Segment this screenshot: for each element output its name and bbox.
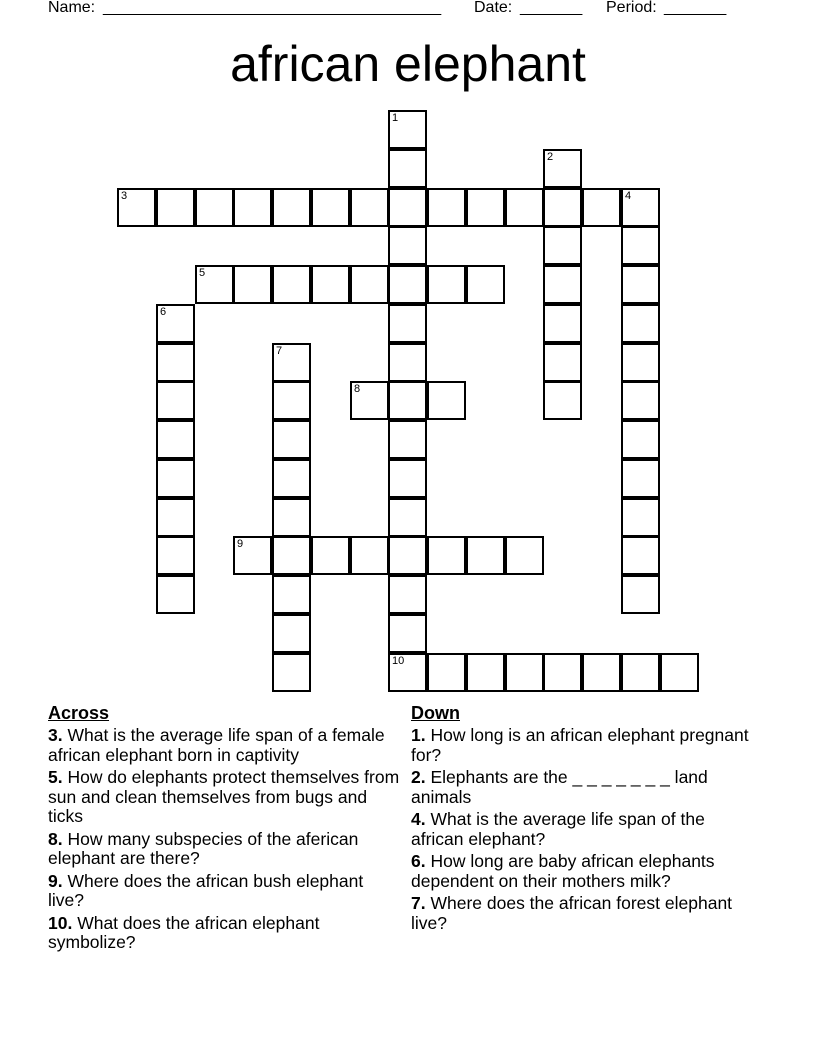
grid-cell[interactable] [388, 304, 427, 343]
grid-cell[interactable] [156, 498, 195, 537]
cell-number: 7 [276, 345, 283, 357]
cell-letter-input[interactable] [158, 383, 193, 418]
grid-cell[interactable] [388, 381, 427, 420]
grid-cell[interactable] [388, 614, 427, 653]
grid-cell[interactable] [388, 226, 427, 265]
cell-letter-input[interactable] [390, 655, 425, 690]
cell-letter-input[interactable] [507, 538, 542, 573]
cell-letter-input[interactable] [507, 190, 542, 225]
cell-letter-input[interactable] [274, 500, 309, 535]
grid-cell[interactable] [582, 653, 621, 692]
cell-letter-input[interactable] [623, 577, 658, 612]
cell-letter-input[interactable] [390, 383, 425, 418]
cell-letter-input[interactable] [274, 461, 309, 496]
grid-cell[interactable] [543, 653, 582, 692]
grid-cell[interactable] [388, 459, 427, 498]
grid-cell[interactable] [156, 420, 195, 459]
cell-letter-input[interactable] [313, 267, 348, 302]
cell-letter-input[interactable] [274, 345, 309, 380]
grid-cell[interactable] [621, 226, 660, 265]
grid-cell[interactable] [543, 188, 582, 227]
cell-letter-input[interactable] [352, 190, 387, 225]
across-clue [48, 914, 404, 953]
cell-letter-input[interactable] [545, 267, 580, 302]
down-clue [411, 768, 756, 807]
clue-number: 7. [411, 893, 426, 913]
cell-letter-input[interactable] [545, 345, 580, 380]
clue-text: How long are baby african elephants dependent on their mothers milk? [411, 851, 715, 891]
cell-letter-input[interactable] [623, 306, 658, 341]
grid-cell[interactable] [156, 304, 195, 343]
cell-number: 2 [547, 151, 554, 163]
cell-letter-input[interactable] [623, 538, 658, 573]
grid-cell[interactable] [233, 536, 272, 575]
cell-letter-input[interactable] [235, 267, 270, 302]
grid-cell[interactable] [156, 188, 195, 227]
grid-cell[interactable] [543, 226, 582, 265]
cell-letter-input[interactable] [584, 655, 619, 690]
grid-cell[interactable] [272, 575, 311, 614]
across-clue [48, 872, 404, 911]
grid-cell[interactable] [350, 265, 389, 304]
across-clue [48, 830, 404, 869]
cell-letter-input[interactable] [274, 422, 309, 457]
grid-cell[interactable] [621, 265, 660, 304]
across-clue [48, 726, 404, 765]
grid-cell[interactable] [621, 536, 660, 575]
clue-number: 8. [48, 828, 63, 849]
cell-number: 3 [121, 190, 128, 202]
cell-number: 8 [354, 383, 361, 395]
clue-number: 1. [411, 725, 426, 745]
grid-cell[interactable] [388, 343, 427, 382]
grid-cell[interactable] [388, 575, 427, 614]
grid-cell[interactable] [311, 536, 350, 575]
cell-letter-input[interactable] [352, 267, 387, 302]
cell-letter-input[interactable] [545, 151, 580, 186]
puzzle-title: african elephant [230, 36, 586, 92]
grid-cell[interactable] [621, 575, 660, 614]
grid-cell[interactable] [350, 381, 389, 420]
period-label: Period: [606, 0, 657, 16]
cell-number: 1 [392, 112, 399, 124]
cell-letter-input[interactable] [274, 616, 309, 651]
grid-cell[interactable] [543, 265, 582, 304]
across-clues [48, 702, 404, 956]
grid-cell[interactable] [388, 188, 427, 227]
cell-letter-input[interactable] [390, 461, 425, 496]
cell-letter-input[interactable] [390, 190, 425, 225]
grid-cell[interactable] [582, 188, 621, 227]
grid-cell[interactable] [350, 536, 389, 575]
grid-cell[interactable] [272, 343, 311, 382]
cell-letter-input[interactable] [623, 422, 658, 457]
grid-cell[interactable] [311, 188, 350, 227]
grid-cell[interactable] [388, 149, 427, 188]
down-heading: Down [411, 703, 460, 723]
cell-letter-input[interactable] [429, 383, 464, 418]
grid-cell[interactable] [505, 188, 544, 227]
cell-letter-input[interactable] [545, 306, 580, 341]
grid-cell[interactable] [621, 343, 660, 382]
grid-cell[interactable] [543, 149, 582, 188]
cell-letter-input[interactable] [158, 538, 193, 573]
grid-cell[interactable] [388, 420, 427, 459]
cell-letter-input[interactable] [623, 345, 658, 380]
grid-cell[interactable] [621, 653, 660, 692]
grid-cell[interactable] [156, 459, 195, 498]
clue-number: 3. [48, 725, 63, 745]
cell-letter-input[interactable] [390, 345, 425, 380]
clue-text: What is the average life span of the african elephant? [411, 809, 705, 849]
grid-cell[interactable] [156, 536, 195, 575]
clue-number: 6. [411, 851, 426, 871]
cell-letter-input[interactable] [390, 616, 425, 651]
date-label: Date: [474, 0, 513, 16]
grid-cell[interactable] [621, 381, 660, 420]
grid-cell[interactable] [466, 265, 505, 304]
grid-cell[interactable] [388, 265, 427, 304]
cell-letter-input[interactable] [662, 655, 697, 690]
grid-cell[interactable] [195, 188, 234, 227]
cell-letter-input[interactable] [584, 190, 619, 225]
cell-letter-input[interactable] [235, 538, 270, 573]
grid-cell[interactable] [427, 265, 466, 304]
clue-text: How many subspecies of the aferican elephant are there? [48, 828, 359, 868]
cell-letter-input[interactable] [158, 500, 193, 535]
cell-letter-input[interactable] [352, 538, 387, 573]
name-label: Name: [48, 0, 96, 16]
across-clue [48, 768, 404, 827]
cell-letter-input[interactable] [468, 190, 503, 225]
cell-letter-input[interactable] [623, 228, 658, 263]
down-clue [411, 810, 756, 849]
grid-cell[interactable] [543, 304, 582, 343]
grid-cell[interactable] [272, 498, 311, 537]
grid-cell[interactable] [272, 536, 311, 575]
across-heading: Across [48, 703, 110, 723]
cell-letter-input[interactable] [507, 655, 542, 690]
grid-cell[interactable] [233, 188, 272, 227]
grid-cell[interactable] [272, 188, 311, 227]
clue-text: How long is an african elephant pregnant for? [411, 725, 749, 765]
cell-letter-input[interactable] [545, 655, 580, 690]
grid-cell[interactable] [272, 420, 311, 459]
grid-cell[interactable] [466, 653, 505, 692]
cell-letter-input[interactable] [623, 267, 658, 302]
cell-letter-input[interactable] [390, 500, 425, 535]
cell-number: 9 [237, 538, 244, 550]
grid-cell[interactable] [272, 381, 311, 420]
cell-letter-input[interactable] [313, 190, 348, 225]
grid-cell[interactable] [388, 653, 427, 692]
cell-letter-input[interactable] [429, 655, 464, 690]
cell-letter-input[interactable] [158, 422, 193, 457]
clue-number: 4. [411, 809, 426, 829]
grid-cell[interactable] [427, 381, 466, 420]
cell-letter-input[interactable] [429, 190, 464, 225]
grid-cell[interactable] [311, 265, 350, 304]
cell-letter-input[interactable] [197, 267, 232, 302]
grid-cell[interactable] [156, 575, 195, 614]
cell-letter-input[interactable] [158, 577, 193, 612]
grid-cell[interactable] [195, 265, 234, 304]
grid-cell[interactable] [156, 343, 195, 382]
grid-cell[interactable] [543, 381, 582, 420]
cell-letter-input[interactable] [623, 461, 658, 496]
cell-letter-input[interactable] [119, 190, 154, 225]
grid-cell[interactable] [621, 188, 660, 227]
grid-cell[interactable] [272, 265, 311, 304]
grid-cell[interactable] [621, 420, 660, 459]
grid-cell[interactable] [350, 188, 389, 227]
grid-cell[interactable] [427, 653, 466, 692]
date-blank[interactable]: _______ [520, 0, 583, 16]
grid-cell[interactable] [388, 110, 427, 149]
name-blank[interactable]: ______________________________________ [103, 0, 442, 16]
cell-letter-input[interactable] [390, 151, 425, 186]
grid-cell[interactable] [388, 498, 427, 537]
cell-letter-input[interactable] [468, 655, 503, 690]
grid-cell[interactable] [427, 188, 466, 227]
down-clue [411, 852, 756, 891]
cell-letter-input[interactable] [623, 190, 658, 225]
cell-letter-input[interactable] [390, 422, 425, 457]
clue-text: Elephants are the _ _ _ _ _ _ _ land animals [411, 767, 708, 807]
cell-letter-input[interactable] [274, 538, 309, 573]
cell-letter-input[interactable] [158, 190, 193, 225]
cell-letter-input[interactable] [158, 345, 193, 380]
clue-number: 9. [48, 870, 63, 891]
cell-letter-input[interactable] [352, 383, 387, 418]
cell-number: 5 [199, 267, 206, 279]
cell-letter-input[interactable] [390, 306, 425, 341]
clue-text: What is the average life span of a female african elephant born in captivity [48, 725, 385, 765]
grid-cell[interactable] [427, 536, 466, 575]
grid-cell[interactable] [466, 536, 505, 575]
clue-text: Where does the african bush elephant live? [48, 870, 364, 910]
cell-letter-input[interactable] [235, 190, 270, 225]
cell-number: 4 [625, 190, 632, 202]
cell-letter-input[interactable] [313, 538, 348, 573]
grid-cell[interactable] [272, 614, 311, 653]
grid-cell[interactable] [272, 459, 311, 498]
cell-number: 10 [392, 655, 405, 667]
cell-letter-input[interactable] [468, 267, 503, 302]
cell-letter-input[interactable] [390, 577, 425, 612]
down-clue [411, 894, 756, 933]
down-clues [411, 702, 756, 936]
cell-letter-input[interactable] [468, 538, 503, 573]
grid-cell[interactable] [156, 381, 195, 420]
cell-letter-input[interactable] [429, 538, 464, 573]
down-clue [411, 726, 756, 765]
clue-number: 10. [48, 912, 73, 933]
cell-letter-input[interactable] [623, 383, 658, 418]
grid-cell[interactable] [621, 459, 660, 498]
cell-letter-input[interactable] [545, 190, 580, 225]
grid-cell[interactable] [621, 304, 660, 343]
cell-letter-input[interactable] [274, 190, 309, 225]
grid-cell[interactable] [543, 343, 582, 382]
grid-cell[interactable] [660, 653, 699, 692]
clue-text: How do elephants protect themselves from sun and clean themselves from bugs and ticks [48, 767, 400, 826]
cell-letter-input[interactable] [197, 190, 232, 225]
clue-text: What does the african elephant symbolize? [48, 912, 320, 952]
cell-letter-input[interactable] [429, 267, 464, 302]
cell-letter-input[interactable] [274, 383, 309, 418]
cell-letter-input[interactable] [274, 577, 309, 612]
cell-letter-input[interactable] [274, 655, 309, 690]
cell-letter-input[interactable] [390, 112, 425, 147]
cell-letter-input[interactable] [545, 228, 580, 263]
grid-cell[interactable] [117, 188, 156, 227]
grid-cell[interactable] [505, 653, 544, 692]
grid-cell[interactable] [621, 498, 660, 537]
cell-letter-input[interactable] [623, 655, 658, 690]
cell-letter-input[interactable] [158, 461, 193, 496]
clue-number: 5. [48, 767, 63, 787]
period-blank[interactable]: _______ [664, 0, 727, 16]
grid-cell[interactable] [466, 188, 505, 227]
cell-letter-input[interactable] [545, 383, 580, 418]
cell-letter-input[interactable] [390, 228, 425, 263]
cell-letter-input[interactable] [158, 306, 193, 341]
clue-text: Where does the african forest elephant live? [411, 893, 733, 933]
cell-letter-input[interactable] [390, 267, 425, 302]
cell-letter-input[interactable] [623, 500, 658, 535]
cell-number: 6 [160, 306, 167, 318]
cell-letter-input[interactable] [390, 538, 425, 573]
grid-cell[interactable] [272, 653, 311, 692]
grid-cell[interactable] [388, 536, 427, 575]
grid-cell[interactable] [505, 536, 544, 575]
grid-cell[interactable] [233, 265, 272, 304]
clue-number: 2. [411, 767, 426, 787]
cell-letter-input[interactable] [274, 267, 309, 302]
